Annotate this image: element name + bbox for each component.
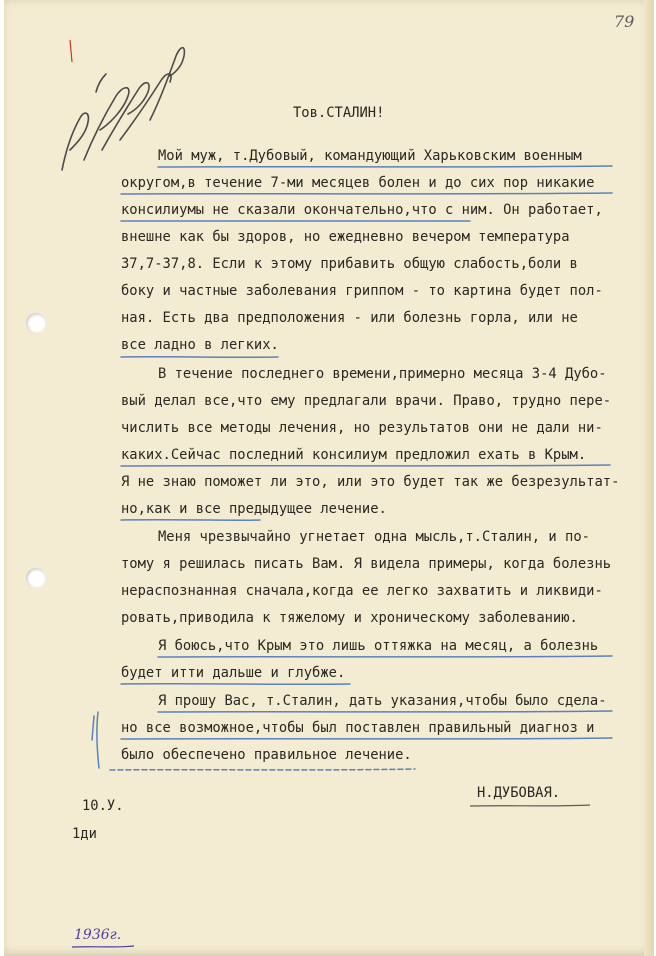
body-line: Меня чрезвычайно угнетает одна мысль,т.Сталин, и по-: [158, 529, 590, 545]
paper-edge: [644, 0, 654, 956]
body-line: каких.Сейчас последний консилиум предложил ехать в Крым.: [121, 447, 587, 463]
body-line: числить все методы лечения, но результатов они не дали ни-: [121, 420, 603, 436]
body-line: округом,в течение 7-ми месяцев болен и до сих пор никакие: [121, 175, 595, 191]
body-line: было обеспечено правильное лечение.: [121, 747, 412, 763]
body-line: будет итти дальше и глубже.: [121, 665, 346, 681]
body-line: все ладно в легких.: [121, 337, 279, 353]
body-line: ная. Есть два предположения - или болезнь горла, или не: [121, 310, 578, 326]
body-line: внешне как бы здоров, но ежедневно вечером температура: [121, 229, 570, 245]
body-line: Я боюсь,что Крым это лишь оттяжка на месяц, а болезнь: [158, 638, 599, 654]
body-line: консилиумы не сказали окончательно,что с ним. Он работает,: [121, 202, 603, 218]
body-line: но все возможное,чтобы был поставлен правильный диагноз и: [121, 720, 595, 736]
body-line: вый делал все,что ему предлагали врачи. Право, трудно пере-: [121, 393, 612, 409]
body-line: ровать,приводила к тяжелому и хроническому заболеванию.: [121, 610, 578, 626]
body-line: нераспознанная сначала,когда ее легко захватить и ликвиди-: [121, 583, 603, 599]
body-line: тому я решилась писать Вам. Я видела примеры, когда болезнь: [121, 556, 612, 572]
copies-note: 1ди: [72, 826, 97, 842]
body-line: Я не знаю поможет ли это, или это будет так же безрезультат-: [121, 474, 620, 490]
body-line: В течение последнего времени,примерно месяца 3-4 Дубо-: [158, 366, 607, 382]
body-line: боку и частные заболевания гриппом - то картина будет пол-: [121, 283, 603, 299]
letter-date: 10.У.: [82, 798, 124, 814]
body-line: но,как и все предыдущее лечение.: [121, 501, 387, 517]
body-line: Мой муж, т.Дубовый, командующий Харьковским военным: [158, 148, 582, 164]
body-line: 37,7-37,8. Если к этому прибавить общую слабость,боли в: [121, 256, 578, 272]
signature: Н.ДУБОВАЯ.: [477, 785, 561, 801]
punch-hole: [26, 313, 46, 333]
year-note: 1936г.: [74, 927, 122, 943]
archive-sheet-number: 79: [614, 12, 635, 31]
salutation: Тов.СТАЛИН!: [293, 105, 385, 121]
body-line: Я прошу Вас, т.Сталин, дать указания,чтобы было сдела-: [158, 693, 607, 709]
punch-hole: [26, 568, 46, 588]
